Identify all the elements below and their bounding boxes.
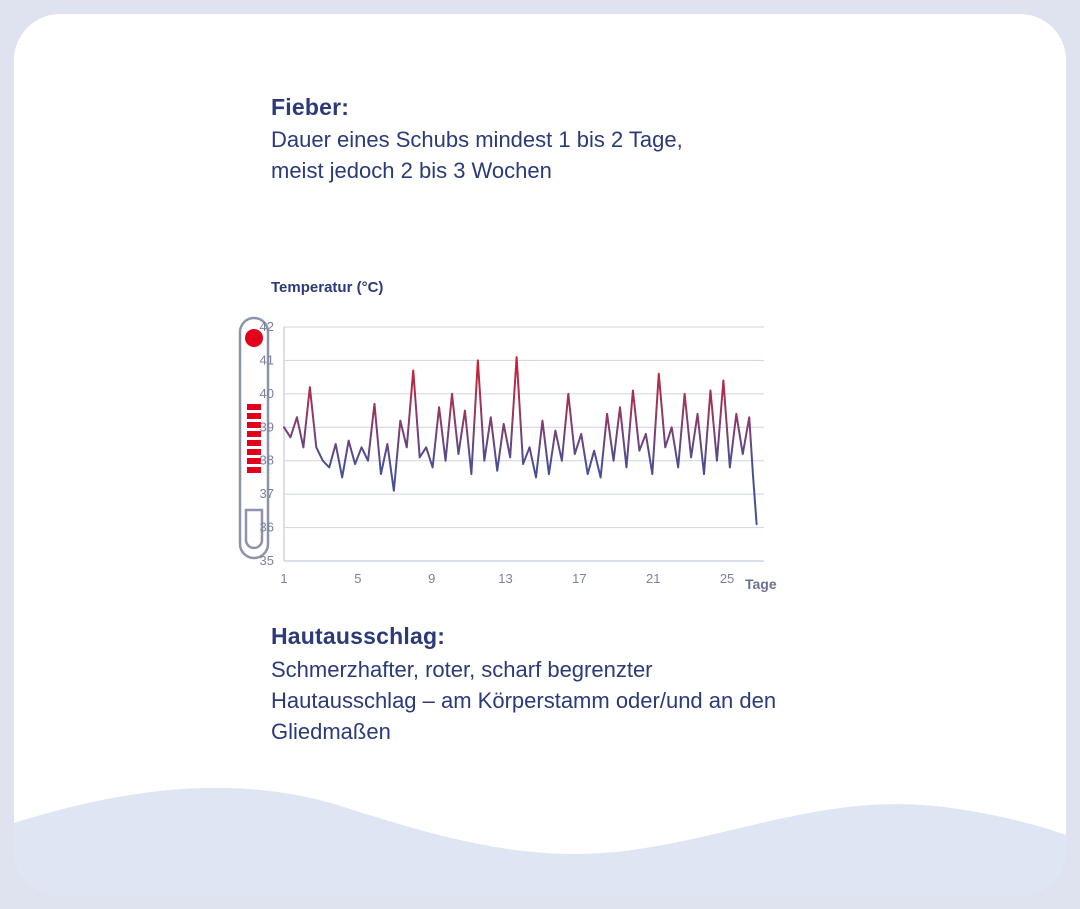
y-tick-label: 40 <box>259 385 274 401</box>
x-tick-label: 5 <box>354 571 362 586</box>
y-tick-label: 39 <box>259 419 274 435</box>
y-tick-label: 35 <box>259 553 274 568</box>
x-tick-label: 9 <box>428 571 436 586</box>
y-tick-label: 38 <box>259 452 274 468</box>
fever-body-text: Dauer eines Schubs mindest 1 bis 2 Tage, meist jedoch 2 bis 3 Wochen <box>271 127 683 183</box>
content-card <box>14 14 1066 895</box>
fever-chart <box>224 309 784 609</box>
y-tick-label: 37 <box>259 486 274 502</box>
x-tick-label: 17 <box>572 571 587 586</box>
x-tick-label: 25 <box>719 571 735 586</box>
rash-heading: Hautausschlag: <box>271 623 446 649</box>
x-tick-label: 13 <box>498 571 513 586</box>
fever-heading: Fieber: <box>271 94 350 120</box>
decorative-wave <box>14 745 1066 895</box>
x-tick-label: 1 <box>280 571 288 586</box>
y-tick-label: 41 <box>259 352 274 368</box>
rash-body-text: Schmerzhafter, roter, scharf begrenzter Hautausschlag – am Körperstamm oder/und an den Gliedmaßen <box>271 657 777 744</box>
x-tick-label: 21 <box>645 571 661 586</box>
y-tick-label: 36 <box>259 519 274 535</box>
chart-axis-title: Temperatur (°C) <box>271 279 384 296</box>
chart-svg <box>224 309 784 609</box>
x-axis-label: Tage <box>745 576 777 592</box>
temperature-line <box>284 357 757 524</box>
y-tick-label: 42 <box>259 319 274 334</box>
